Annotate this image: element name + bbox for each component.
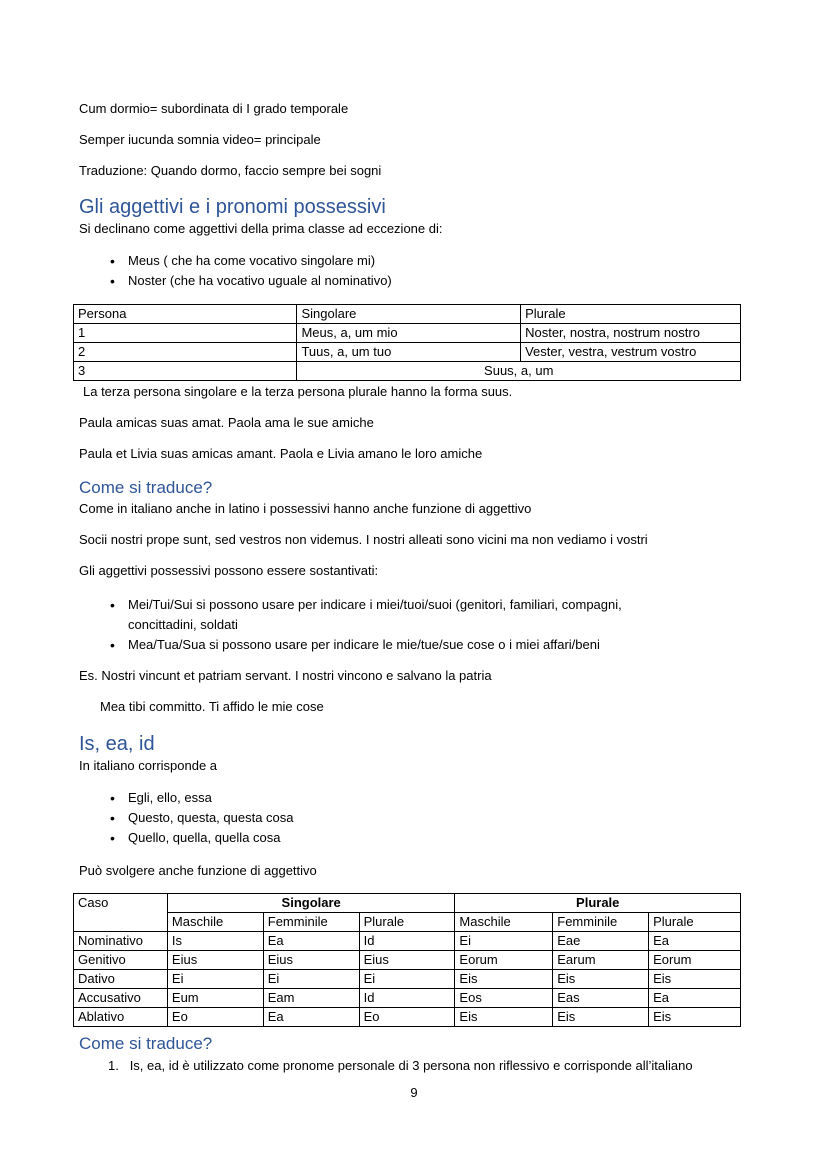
table-subheader: Maschile (167, 913, 263, 932)
table-cell: Eis (553, 1008, 649, 1027)
table-cell: Ablativo (74, 1008, 168, 1027)
section-heading: Come si traduce? (79, 478, 213, 497)
section-heading: Is, ea, id (79, 733, 155, 755)
list-item: • Quello, quella, quella cosa (110, 828, 294, 848)
text-line: Come in italiano anche in latino i possessivi hanno anche funzione di aggettivo (79, 501, 532, 516)
table-cell: Eo (167, 1008, 263, 1027)
table-cell: Eis (649, 1008, 741, 1027)
table-cell: Tuus, a, um tuo (297, 343, 521, 362)
text-line: Gli aggettivi possessivi possono essere sostantivati: (79, 563, 379, 578)
table-subheader: Maschile (455, 913, 553, 932)
text-line: Cum dormio= subordinata di I grado temporale (79, 101, 349, 116)
table-row (74, 362, 741, 381)
table-cell: Is (167, 932, 263, 951)
intro-text: Si declinano come aggettivi della prima classe ad eccezione di: (79, 221, 443, 236)
table-cell: Ea (649, 932, 741, 951)
numbered-item (108, 1057, 693, 1075)
table-row (74, 970, 741, 989)
table-header: Singolare (167, 894, 455, 913)
page-number: 9 (410, 1085, 418, 1100)
declension-table (73, 893, 741, 1027)
example-line: Mea tibi committo. Ti affido le mie cose (100, 699, 324, 714)
possessive-table (73, 304, 741, 381)
table-cell: 3 (74, 362, 297, 381)
table-cell: Earum (553, 951, 649, 970)
table-cell: Eam (263, 989, 359, 1008)
table-cell: Ea (263, 1008, 359, 1027)
table-subheader: Femminile (263, 913, 359, 932)
table-row (74, 1008, 741, 1027)
table-row (74, 932, 741, 951)
list-item (110, 595, 622, 635)
intro-text: In italiano corrisponde a (79, 758, 218, 773)
table-cell: Eius (263, 951, 359, 970)
table-cell: Noster, nostra, nostrum nostro (521, 324, 741, 343)
table-header: Plurale (455, 894, 741, 913)
table-row (74, 989, 741, 1008)
table-header: Singolare (297, 305, 521, 324)
table-cell: Eo (359, 1008, 455, 1027)
table-cell: Meus, a, um mio (297, 324, 521, 343)
table-cell-merged: Suus, a, um (297, 362, 741, 381)
table-row (74, 343, 741, 362)
bullet-list (110, 595, 622, 655)
example-line: Es. Nostri vincunt et patriam servant. I nostri vincono e salvano la patria (79, 668, 492, 683)
table-header: Caso (74, 894, 168, 932)
table-cell: Eis (455, 970, 553, 989)
list-item: • Mea/Tua/Sua si possono usare per indicare le mie/tue/sue cose o i miei affari/beni (110, 635, 622, 655)
item-text: Is, ea, id è utilizzato come pronome personale di 3 persona non riflessivo e corrisponde all’italiano (129, 1058, 693, 1073)
list-item-text: concittadini, soldati (128, 617, 238, 632)
list-item: • Noster (che ha vocativo uguale al nominativo) (110, 271, 392, 291)
section-heading: Come si traduce? (79, 1034, 213, 1053)
text-line: Traduzione: Quando dormo, faccio sempre bei sogni (79, 163, 382, 178)
example-line: Paula amicas suas amat. Paola ama le sue amiche (79, 415, 374, 430)
table-cell: Eis (553, 970, 649, 989)
table-cell: Eorum (455, 951, 553, 970)
table-cell: Ei (455, 932, 553, 951)
example-line: Paula et Livia suas amicas amant. Paola e Livia amano le loro amiche (79, 446, 483, 461)
text-line: Può svolgere anche funzione di aggettivo (79, 863, 317, 878)
table-cell: Ea (263, 932, 359, 951)
table-cell: Genitivo (74, 951, 168, 970)
table-cell: Eorum (649, 951, 741, 970)
bullet-list (110, 788, 294, 848)
table-cell: Id (359, 989, 455, 1008)
table-row (74, 951, 741, 970)
table-cell: Ei (359, 970, 455, 989)
bullet-list (110, 251, 392, 291)
table-cell: Ea (649, 989, 741, 1008)
table-cell: Nominativo (74, 932, 168, 951)
text-line: Socii nostri prope sunt, sed vestros non videmus. I nostri alleati sono vicini ma non vediamo i vostri (79, 532, 648, 547)
table-header: Plurale (521, 305, 741, 324)
table-cell: Eos (455, 989, 553, 1008)
section-heading: Gli aggettivi e i pronomi possessivi (79, 196, 386, 218)
table-cell: Eis (455, 1008, 553, 1027)
table-cell: Eum (167, 989, 263, 1008)
table-cell: Vester, vestra, vestrum vostro (521, 343, 741, 362)
table-cell: 2 (74, 343, 297, 362)
table-cell: Eius (359, 951, 455, 970)
list-item: • Questo, questa, questa cosa (110, 808, 294, 828)
list-item: • Meus ( che ha come vocativo singolare mi) (110, 251, 392, 271)
list-item: • Egli, ello, essa (110, 788, 294, 808)
table-subheader: Plurale (649, 913, 741, 932)
table-cell: Eis (649, 970, 741, 989)
table-row (74, 324, 741, 343)
table-cell: Accusativo (74, 989, 168, 1008)
table-subheader: Plurale (359, 913, 455, 932)
list-item-text: Mei/Tui/Sui si possono usare per indicare i miei/tuoi/suoi (genitori, familiari, compagni, (128, 597, 622, 612)
table-cell: 1 (74, 324, 297, 343)
table-subheader: Femminile (553, 913, 649, 932)
text-line: Semper iucunda somnia video= principale (79, 132, 321, 147)
table-cell: Eius (167, 951, 263, 970)
table-cell: Ei (167, 970, 263, 989)
table-cell: Eae (553, 932, 649, 951)
table-cell: Dativo (74, 970, 168, 989)
table-header: Persona (74, 305, 297, 324)
text-line: La terza persona singolare e la terza persona plurale hanno la forma suus. (83, 384, 513, 399)
item-number: 1. (108, 1058, 119, 1073)
table-cell: Ei (263, 970, 359, 989)
table-cell: Eas (553, 989, 649, 1008)
table-cell: Id (359, 932, 455, 951)
